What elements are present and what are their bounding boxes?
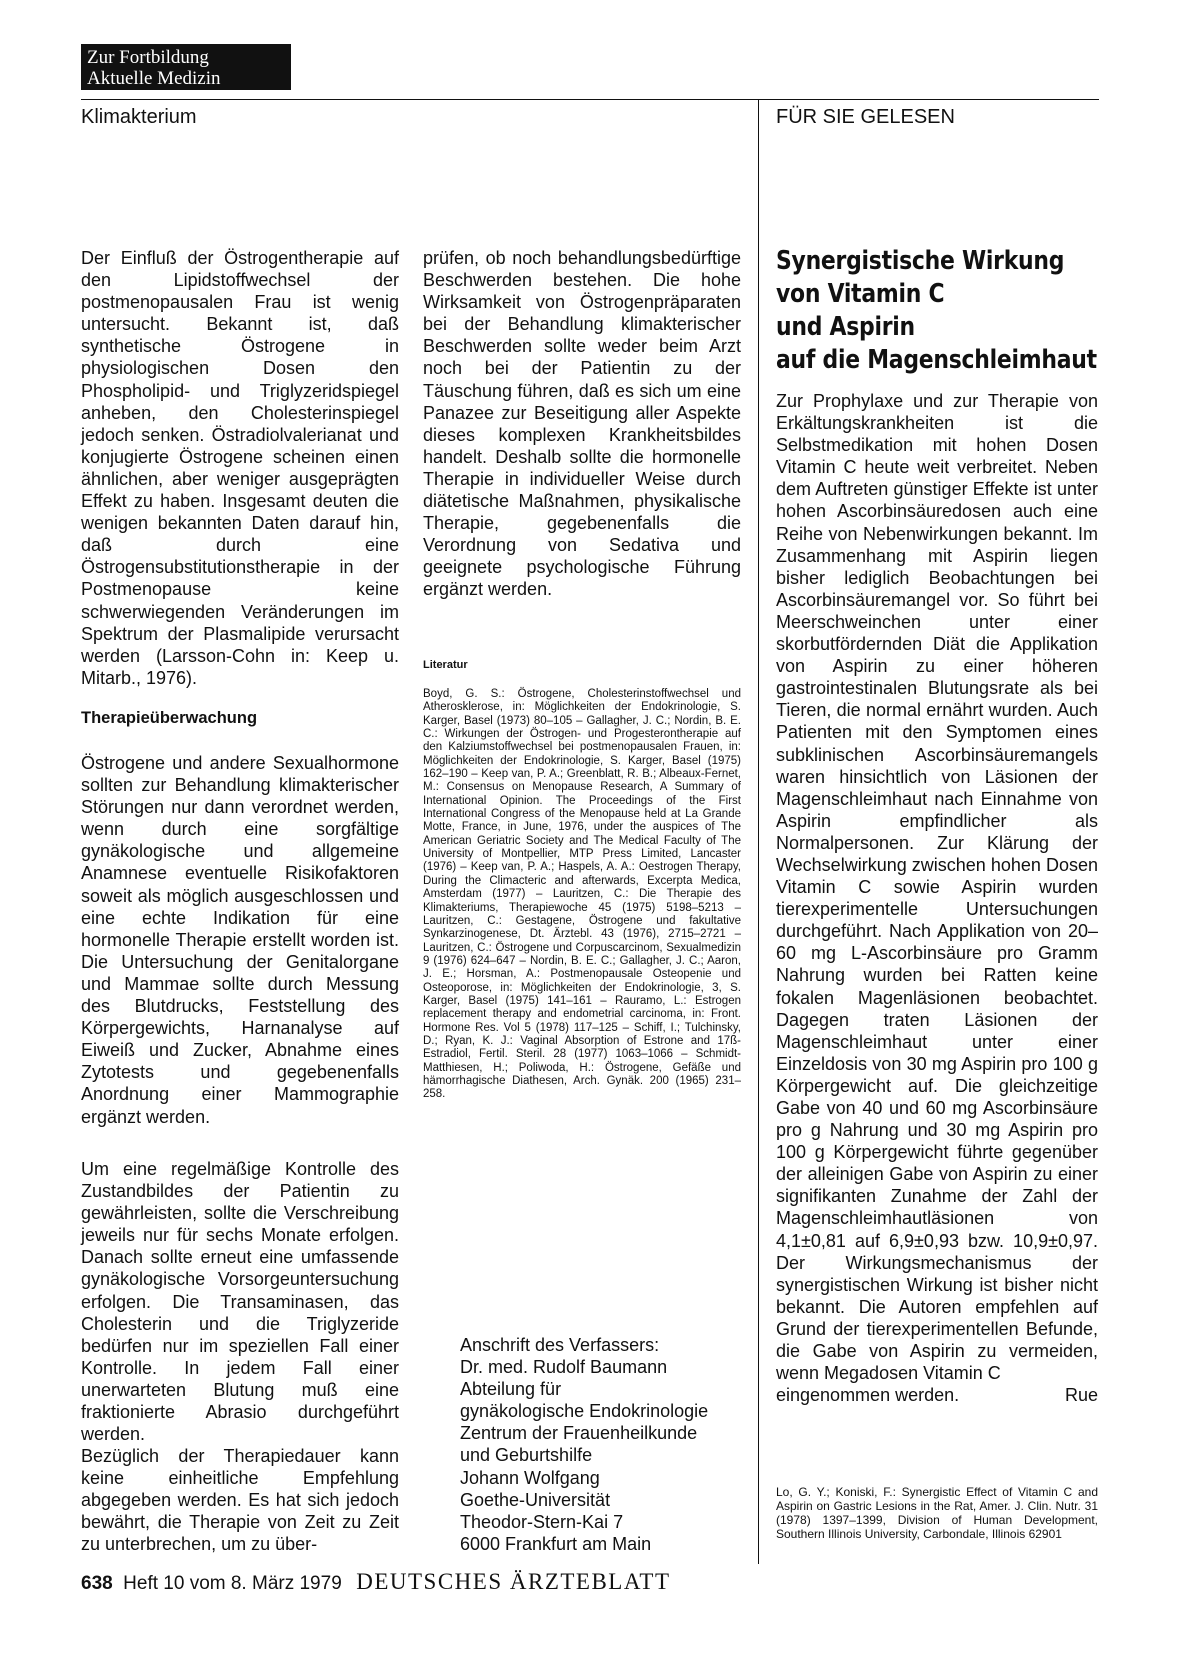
label-line-2: Aktuelle Medizin (87, 68, 221, 89)
address-line: Anschrift des Verfassers: (460, 1335, 660, 1355)
paragraph-2-text: Um eine regelmäßige Kontrolle des Zustandbildes der Patientin zu gewährleisten, sollte die Verschreibung jeweils nur für sechs Monate erfolgen. Danach sollte erneut eine umfassende gynäkologische Vorsorgeuntersuchung erfolgen. Die Transaminasen, das Cholesterin und die Triglyzeride bedürfen nur im speziellen Fall einer Kontrolle. In jedem Fall einer unerwarteten Blutung muß eine fraktionierte Abrasio durchgeführt werden. (81, 1159, 399, 1445)
article-headline (776, 245, 1097, 377)
article-column-2 (423, 247, 741, 601)
paragraph-3-text: Bezüglich der Therapiedauer kann keine einheitliche Empfehlung abgegeben werden. Es hat sich jedoch bewährt, die Therapie von Zeit zu Zeit zu unterbrechen, um zu über- (81, 1446, 399, 1555)
address-line: Zentrum der Frauenheilkunde (460, 1423, 698, 1444)
address-line: gynäkologische Endokrinologie (460, 1401, 709, 1422)
address-line: 6000 Frankfurt am Main (460, 1533, 652, 1554)
address-line: Goethe-Universität (460, 1489, 611, 1510)
right-article-body (776, 390, 1098, 1406)
article-column-1 (81, 247, 399, 689)
column-divider (758, 99, 759, 1564)
headline-line: von Vitamin C (776, 279, 945, 309)
issue-info: Heft 10 vom 8. März 1979 (123, 1573, 342, 1594)
headline-line: Synergistische Wirkung (776, 246, 1065, 276)
label-line-1: Zur Fortbildung (87, 47, 209, 68)
address-line: Dr. med. Rudolf Baumann (460, 1357, 668, 1378)
section-label-box (81, 44, 291, 90)
subheading-therapieueberwachung: Therapieüberwachung (81, 709, 258, 727)
literature-heading: Literatur (423, 659, 468, 671)
paragraph-1-text: Östrogene und andere Sexualhormone sollten zur Behandlung klimakterischer Störungen nur dann verordnet werden, wenn durch eine sorgfältige gynäkologische und allgemeine Anamnese eventuelle Risikofaktoren soweit als möglich ausgeschlossen und eine echte Indikation für eine hormonelle Therapie erstellt worden ist. Die Untersuchung der Genitalorgane und Mammae sollte durch Messung des Blutdrucks, Feststellung des Körpergewichts, Harnanalyse auf Eiweiß und Zucker, Abnahme eines Zytotests und gegebenenfalls Anordnung einer Mammographie ergänzt werden. (81, 753, 399, 1127)
source-reference (776, 1485, 1098, 1541)
paragraph-1 (81, 752, 399, 1128)
address-line: Abteilung für (460, 1379, 562, 1400)
closing-line (776, 1384, 1098, 1406)
source-reference-text: Lo, G. Y.; Koniski, F.: Synergistic Effect of Vitamin C and Aspirin on Gastric Lesions in the Rat, Amer. J. Clin. Nutr. 31 (1978) 1397–1399, Division of Human Development, Southern Illinois University, Carbondale, Illinois 62901 (776, 1485, 1098, 1541)
address-line: Theodor-Stern-Kai 7 (460, 1511, 624, 1532)
paragraph-2 (81, 1158, 399, 1445)
literature-text: Boyd, G. S.: Östrogene, Cholesterinstoffwechsel und Atherosklerose, in: Möglichkeiten der Endokrinologie, S. Karger, Basel (1973) 80–105 – Gallagher, J. C.; Nordin, B. E. C.: Wirkungen der Östrogen- und Progesterontherapie auf den Kalziumstoffwechsel bei postmenopausalen Frauen, in: Möglichkeiten der Endokrinologie, S. Karger, Basel (1975) 162–190 – Keep van, P. A.; Greenblatt, R. B.; Albeaux-Fernet, M.: Consensus on Menopause Research, A Summary of International Opinion. The Proceedings of the First International Congress of the Menopause held at La Grande Motte, France, in June, 1976, under the auspices of The American Geriatric Society and The Medical Faculty of The University of Montpellier, MTP Press Limited, Lancaster (1976) – Keep van, P. A.; Haspels, A. A.: Oestrogen Therapy, During the Climacteric and afterwards, Excerpta Medica, Amsterdam (1977) – Lauritzen, C.: Die Therapie des Klimakteriums, Therapiewoche 45 (1975) 5198–5213 – Lauritzen, C.: Gestagene, Östrogene und fakultative Synkarzinogenese, Dt. Ärztebl. 43 (1976), 2715–2721 – Lauritzen, C.: Östrogene und Corpuscarcinom, Sexualmedizin 9 (1976) 624–647 – Nordin, B. E. C.; Gallagher, J. C.; Aaron, J. E.; Horsman, A.: Postmenopausale Osteopenie und Osteoporose, in: Möglichkeiten der Endokrinologie, 3, S. Karger, Basel (1975) 141–161 – Rauramo, L.: Estrogen replacement therapy and endometrial carcinoma, in: Front. Hormone Res. Vol 5 (1978) 117–125 – Schiff, I.; Tulchinsky, D.; Ryan, K. J.: Vaginal Absorption of Estrone and 17ß-Estradiol, Fertil. Steril. 28 (1977) 1063–1066 – Schmidt-Matthiesen, H.; Poliwoda, H.: Östrogene, Gefäße und hämorrhagische Diathesen, Arch. Gynäk. 200 (1965) 231–258. (423, 688, 741, 1101)
header-rule (81, 99, 1099, 100)
address-line: und Geburtshilfe (460, 1445, 593, 1466)
right-article-text: Zur Prophylaxe und zur Therapie von Erkältungskrankheiten ist die Selbstmedikation mit hohen Dosen Vitamin C heute weit verbreitet. Neben dem Auftreten günstiger Effekte ist unter hohen Ascorbinsäuredosen auch eine Reihe von Nebenwirkungen bekannt. Im Zusammenhang mit Aspirin liegen bisher lediglich Beobachtungen bei Ascorbinsäuremangel vor. So führt bei Meerschweinchen unter einer skorbutfördernden Diät die Applikation von Aspirin zu einer höheren gastrointestinalen Blutungsrate als bei Tieren, die normal ernährt wurden. Auch Patienten mit den Symptomen eines subklinischen Ascorbinsäuremangels waren hinsichtlich von Läsionen der Magenschleimhaut nach Einnahme von Aspirin empfindlicher als Normalpersonen. Zur Klärung der Wechselwirkung zwischen hohen Dosen Vitamin C sowie Aspirin wurden tierexperimentelle Untersuchungen durchgeführt. Nach Applikation von 20–60 mg L-Ascorbinsäure pro Gramm Nahrung wurden bei Ratten keine fokalen Magenläsionen beobachtet. Dagegen traten Läsionen der Magenschleimhaut unter einer Einzeldosis von 30 mg Aspirin pro 100 g Körpergewicht auf. Die gleichzeitige Gabe von 40 und 60 mg Ascorbinsäure pro g Nahrung und 30 mg Aspirin pro 100 g Körpergewicht führte gegenüber der alleinigen Gabe von Aspirin zu einer signifikanten Zunahme der Zahl der Magenschleimhautläsionen von 4,1±0,81 auf 6,9±0,93 bzw. 10,9±0,97. Der Wirkungsmechanismus der synergistischen Wirkung ist bisher nicht bekannt. Die Autoren empfehlen auf Grund der tierexperimentellen Befunde, die Gabe von Aspirin zu vermeiden, wenn Megadosen Vitamin C (776, 391, 1098, 1384)
journal-name: DEUTSCHES ÄRZTEBLATT (356, 1569, 671, 1594)
section-title-right: FÜR SIE GELESEN (776, 106, 955, 128)
author-signature: Rue (1064, 1385, 1098, 1406)
page-number: 638 (81, 1573, 113, 1594)
intro-paragraph: Der Einfluß der Östrogentherapie auf den Lipidstoffwechsel der postmenopausalen Frau ist wenig untersucht. Bekannt ist, daß synthetische Östrogene in physiologischen Dosen den Phospholipid- und Triglyzeridspiegel anheben, den Cholesterinspiegel jedoch senken. Östradiolvalerianat und konjugierte Östrogene scheinen einen ähnlichen, aber weniger ausgeprägten Effekt zu haben. Insgesamt deuten die wenigen bekannten Daten darauf hin, daß durch eine Östrogensubstitutionstherapie in der Postmenopause keine schwerwiegenden Veränderungen im Spektrum der Plasmalipide verursacht werden (Larsson-Cohn in: Keep u. Mitarb., 1976). (81, 248, 399, 688)
closing-text: eingenommen werden. (776, 1385, 960, 1406)
author-address (460, 1334, 708, 1555)
column-2-text: prüfen, ob noch behandlungsbedürftige Beschwerden bestehen. Die hohe Wirksamkeit von Östrogenpräparaten bei der Behandlung klimakterischer Beschwerden sollte weder beim Arzt noch bei der Patientin zu der Täuschung führen, daß es sich um eine Panazee zur Beseitigung aller Aspekte dieses komplexen Krankheitsbildes handelt. Deshalb sollte die hormonelle Therapie in individueller Weise durch diätetische Maßnahmen, physikalische Therapie, gegebenenfalls die Verordnung von Sedativa und geeignete psychologische Führung ergänzt werden. (423, 248, 741, 600)
paragraph-3 (81, 1445, 399, 1555)
headline-line: und Aspirin (776, 312, 915, 342)
section-title-left: Klimakterium (81, 106, 197, 128)
address-line: Johann Wolfgang (460, 1467, 600, 1488)
page-footer (81, 1569, 671, 1595)
headline-line: auf die Magenschleimhaut (776, 345, 1097, 375)
literature-list (423, 688, 741, 1102)
